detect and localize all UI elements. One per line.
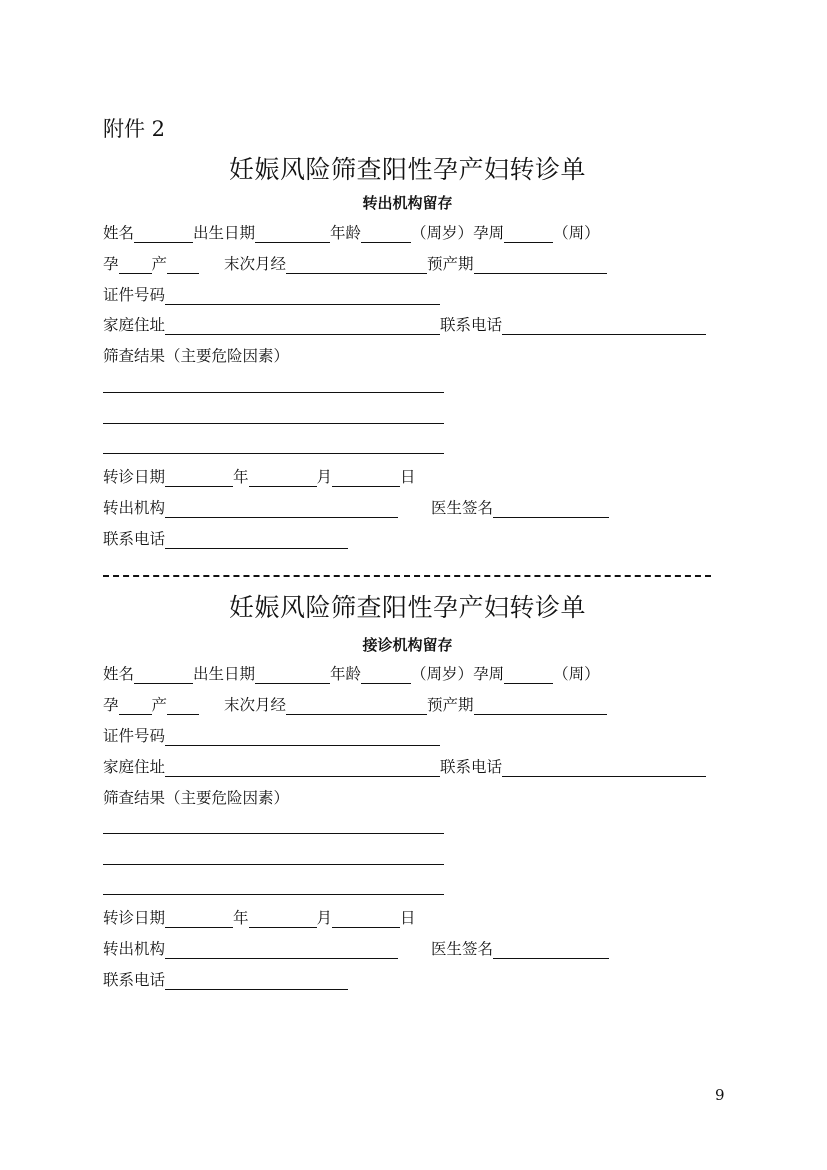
age-unit-label: （周岁） <box>411 224 474 242</box>
lmp-field[interactable] <box>286 696 427 715</box>
para-label: 产 <box>151 696 168 714</box>
birth-date-label: 出生日期 <box>193 224 256 242</box>
age-unit-label: （周岁） <box>411 665 474 683</box>
row-screening-result <box>103 344 289 366</box>
day-label: 日 <box>400 468 416 486</box>
lmp-field[interactable] <box>286 255 427 274</box>
address-label: 家庭住址 <box>103 758 166 776</box>
row-screening-result <box>103 786 289 808</box>
row-contact-phone <box>103 527 348 549</box>
gravida-field[interactable] <box>119 255 152 274</box>
name-field[interactable] <box>134 665 193 684</box>
referral-month-field[interactable] <box>249 468 317 487</box>
row-address-phone <box>103 313 706 335</box>
referral-day-field[interactable] <box>332 468 400 487</box>
age-field[interactable] <box>361 224 411 243</box>
row-gravida-para-lmp <box>103 693 607 715</box>
gestational-week-field[interactable] <box>504 224 553 243</box>
screening-result-line-2[interactable] <box>103 864 444 865</box>
referral-date-label: 转诊日期 <box>103 468 166 486</box>
row-referral-date <box>103 906 416 928</box>
screening-result-label: 筛查结果（主要危险因素） <box>103 789 290 807</box>
id-number-field[interactable] <box>165 286 440 305</box>
doctor-signature-label: 医生签名 <box>431 940 494 958</box>
screening-result-line-2[interactable] <box>103 423 444 424</box>
name-label: 姓名 <box>103 665 135 683</box>
referral-year-field[interactable] <box>165 468 233 487</box>
row-name-birth-age <box>103 662 600 684</box>
screening-result-label: 筛查结果（主要危险因素） <box>103 347 290 365</box>
age-label: 年龄 <box>330 665 362 683</box>
contact-phone-label: 联系电话 <box>103 971 166 989</box>
gestational-week-label: 孕周 <box>473 665 505 683</box>
name-field[interactable] <box>134 224 193 243</box>
address-label: 家庭住址 <box>103 316 166 334</box>
contact-phone-label: 联系电话 <box>103 530 166 548</box>
lmp-label: 末次月经 <box>224 255 287 273</box>
referral-month-field[interactable] <box>249 909 317 928</box>
week-unit-label: （周） <box>553 224 600 242</box>
referring-institution-field[interactable] <box>165 499 398 518</box>
referring-institution-field[interactable] <box>165 940 398 959</box>
contact-phone-field[interactable] <box>165 530 348 549</box>
edd-label: 预产期 <box>427 255 474 273</box>
month-label: 月 <box>316 468 333 486</box>
gravida-field[interactable] <box>119 696 152 715</box>
birth-date-field[interactable] <box>255 224 330 243</box>
id-number-label: 证件号码 <box>103 727 166 745</box>
row-name-birth-age <box>103 221 600 243</box>
referring-institution-label: 转出机构 <box>103 499 166 517</box>
age-label: 年龄 <box>330 224 362 242</box>
referral-day-field[interactable] <box>332 909 400 928</box>
para-field[interactable] <box>167 696 199 715</box>
para-label: 产 <box>151 255 168 273</box>
cut-line-divider <box>103 575 711 577</box>
form-title: 妊娠风险筛查阳性孕产妇转诊单 <box>228 593 586 622</box>
attachment-label: 附件 2 <box>103 117 166 141</box>
day-label: 日 <box>400 909 416 927</box>
phone-field[interactable] <box>502 758 706 777</box>
gravida-label: 孕 <box>103 255 119 273</box>
gestational-week-label: 孕周 <box>473 224 505 242</box>
age-field[interactable] <box>361 665 411 684</box>
row-institution-doctor <box>103 937 609 959</box>
birth-date-label: 出生日期 <box>193 665 256 683</box>
phone-label: 联系电话 <box>440 758 503 776</box>
birth-date-field[interactable] <box>255 665 330 684</box>
name-label: 姓名 <box>103 224 135 242</box>
row-id-number <box>103 724 440 746</box>
id-number-label: 证件号码 <box>103 286 166 304</box>
doctor-signature-label: 医生签名 <box>431 499 494 517</box>
form-subtitle: 接诊机构留存 <box>362 636 453 654</box>
para-field[interactable] <box>167 255 199 274</box>
year-label: 年 <box>233 468 249 486</box>
edd-label: 预产期 <box>427 696 474 714</box>
row-address-phone <box>103 755 706 777</box>
contact-phone-field[interactable] <box>165 971 348 990</box>
referral-date-label: 转诊日期 <box>103 909 166 927</box>
row-referral-date <box>103 465 416 487</box>
year-label: 年 <box>233 909 249 927</box>
id-number-field[interactable] <box>165 727 440 746</box>
form-subtitle: 转出机构留存 <box>362 194 453 212</box>
address-field[interactable] <box>165 316 440 335</box>
gravida-label: 孕 <box>103 696 119 714</box>
lmp-label: 末次月经 <box>224 696 287 714</box>
screening-result-line-3[interactable] <box>103 453 444 454</box>
edd-field[interactable] <box>474 696 607 715</box>
doctor-signature-field[interactable] <box>493 940 609 959</box>
row-institution-doctor <box>103 496 609 518</box>
month-label: 月 <box>316 909 333 927</box>
row-contact-phone <box>103 968 348 990</box>
referral-year-field[interactable] <box>165 909 233 928</box>
screening-result-line-1[interactable] <box>103 392 444 393</box>
gestational-week-field[interactable] <box>504 665 553 684</box>
edd-field[interactable] <box>474 255 607 274</box>
form-title: 妊娠风险筛查阳性孕产妇转诊单 <box>228 155 586 184</box>
screening-result-line-3[interactable] <box>103 894 444 895</box>
row-id-number <box>103 283 440 305</box>
phone-field[interactable] <box>502 316 706 335</box>
row-gravida-para-lmp <box>103 252 607 274</box>
week-unit-label: （周） <box>553 665 600 683</box>
phone-label: 联系电话 <box>440 316 503 334</box>
address-field[interactable] <box>165 758 440 777</box>
referring-institution-label: 转出机构 <box>103 940 166 958</box>
doctor-signature-field[interactable] <box>493 499 609 518</box>
screening-result-line-1[interactable] <box>103 833 444 834</box>
page-number: 9 <box>715 1086 725 1104</box>
